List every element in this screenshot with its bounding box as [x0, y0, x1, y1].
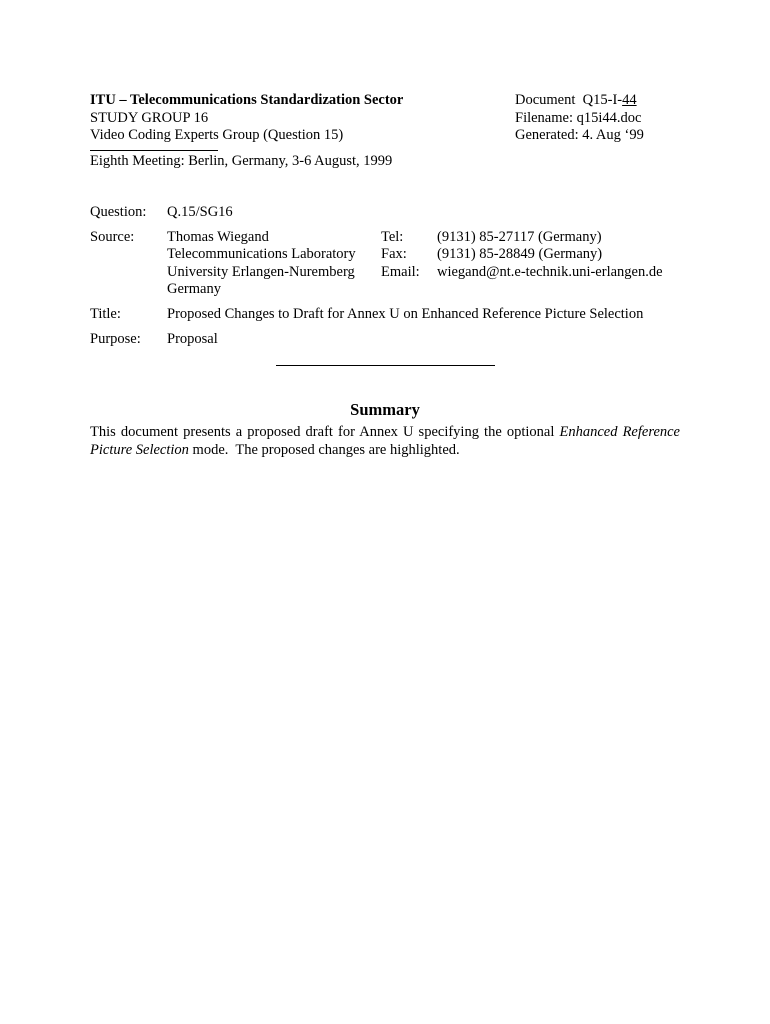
title-row [90, 306, 680, 324]
email-label: Email: [381, 263, 420, 280]
summary-text-start: This document presents a proposed draft for Annex U specifying the optional [90, 423, 560, 440]
source-university: University Erlangen-Nuremberg [167, 263, 355, 280]
purpose-value: Proposal [167, 331, 218, 347]
email-value: wiegand@nt.e-technik.uni-erlangen.de [437, 263, 663, 280]
summary-heading: Summary [350, 399, 420, 419]
section-divider [276, 365, 495, 366]
document-id [515, 92, 644, 110]
title-label: Title: [90, 306, 121, 322]
question-row [90, 204, 680, 222]
fax-label: Fax: [381, 246, 407, 262]
header-divider [90, 150, 218, 151]
summary-text-end: mode. The proposed changes are highlighted. [188, 441, 460, 458]
fax-value: (9131) 85-28849 (Germany) [437, 246, 603, 262]
empty-cell [381, 281, 437, 299]
purpose-row [90, 331, 680, 349]
purpose-label: Purpose: [90, 331, 141, 347]
source-country: Germany [167, 281, 221, 297]
document-header [90, 92, 680, 146]
source-row [90, 229, 680, 299]
header-right [515, 92, 644, 145]
study-group: STUDY GROUP 16 [90, 109, 209, 126]
empty-cell [437, 281, 680, 299]
source-name: Thomas Wiegand [167, 228, 269, 245]
organization-name: ITU – Telecommunications Standardization Sector [90, 92, 404, 108]
tel-value: (9131) 85-27117 (Germany) [437, 228, 602, 245]
summary-text-italic: Enhanced Reference Picture Selection [90, 423, 680, 458]
title-value: Proposed Changes to Draft for Annex U on Enhanced Reference Picture Selection [167, 306, 644, 322]
filename: Filename: q15i44.doc [515, 109, 642, 126]
document-page [90, 92, 680, 459]
source-lab: Telecommunications Laboratory [167, 246, 356, 262]
generated-date: Generated: 4. Aug ‘99 [515, 127, 644, 143]
metadata-block [90, 204, 680, 349]
document-number: 44 [622, 92, 637, 108]
summary-paragraph [90, 423, 680, 459]
document-prefix: Document Q15-I- [515, 92, 623, 108]
question-label: Question: [90, 203, 147, 220]
source-details [167, 229, 680, 299]
header-left [90, 92, 403, 145]
question-value: Q.15/SG16 [167, 203, 233, 220]
meeting-info: Eighth Meeting: Berlin, Germany, 3-6 August, 1999 [90, 153, 393, 169]
expert-group: Video Coding Experts Group (Question 15) [90, 127, 344, 143]
tel-label: Tel: [381, 228, 404, 245]
source-label: Source: [90, 228, 135, 245]
